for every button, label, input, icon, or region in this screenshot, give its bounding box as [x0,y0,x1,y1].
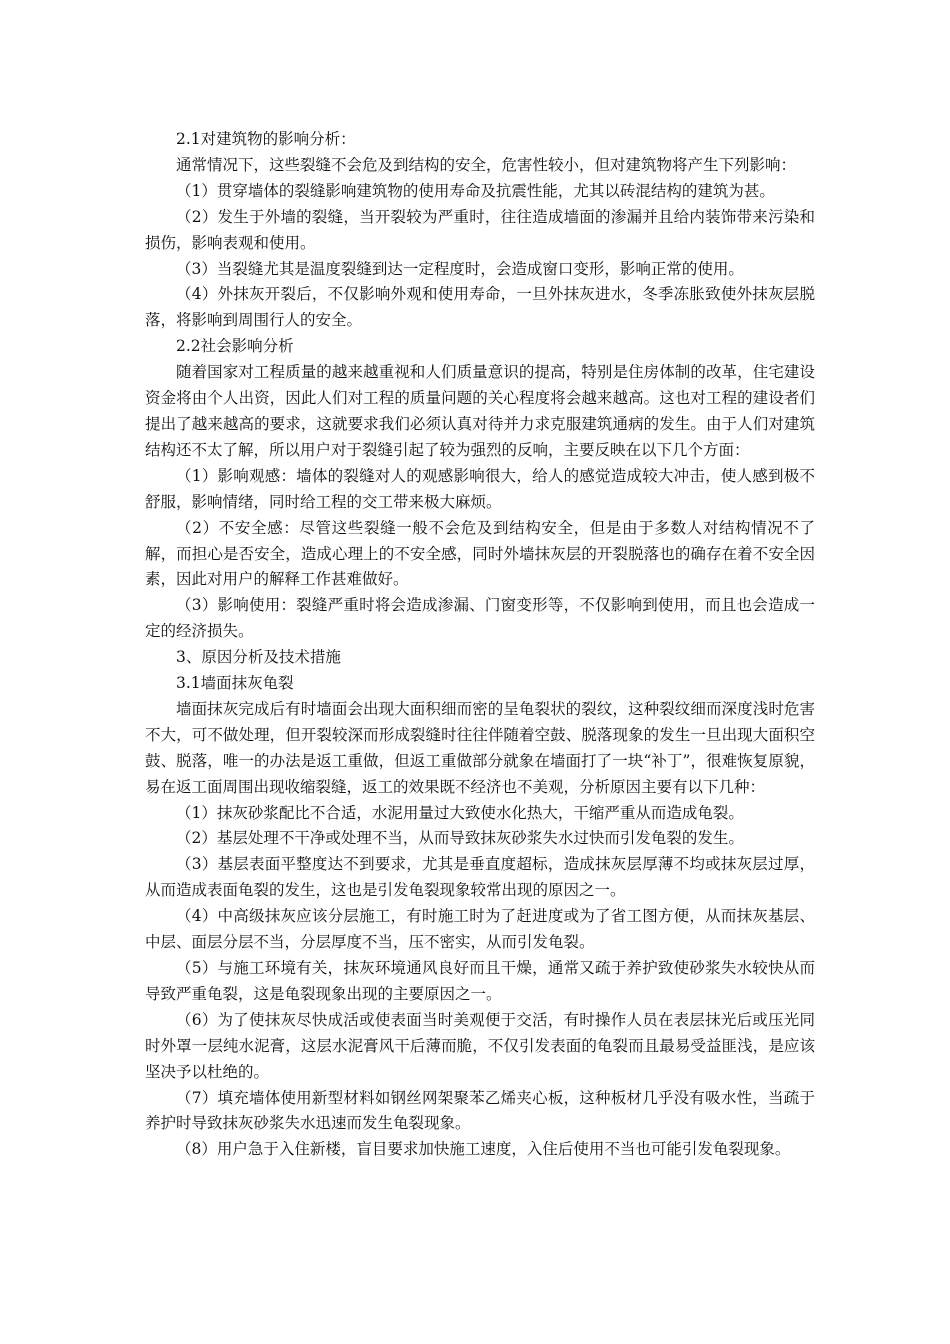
list-item: （3）基层表面平整度达不到要求，尤其是垂直度超标，造成抹灰层厚薄不均或抹灰层过厚，从而造成表面龟裂的发生，这也是引发龟裂现象较常出现的原因之一。 [145,855,815,900]
section-heading-3-1: 3.1墙面抹灰龟裂 [176,674,294,693]
list-item: （4）外抹灰开裂后，不仅影响外观和使用寿命，一旦外抹灰进水，冬季冻胀致使外抹灰层脱落，将影响到周围行人的安全。 [145,285,815,330]
list-item: （1）贯穿墙体的裂缝影响建筑物的使用寿命及抗震性能，尤其以砖混结构的建筑为甚。 [176,181,775,200]
list-item: （8）用户急于入住新楼，盲目要求加快施工速度，入住后使用不当也可能引发龟裂现象。 [176,1140,791,1159]
list-item: （3）影响使用：裂缝严重时将会造成渗漏、门窗变形等，不仅影响到使用，而且也会造成一定的经济损失。 [145,596,815,641]
paragraph: 随着国家对工程质量的越来越重视和人们质量意识的提高，特别是住房体制的改革，住宅建设资金将由个人出资，因此人们对工程的质量问题的关心程度将会越来越高。这也对工程的建设者们提出了越来越高的要求，这就要求我们必须认真对待并力求克服建筑通病的发生。由于人们对建筑结构还不太了解，所以用户对于裂缝引起了较为强烈的反响，主要反映在以下几个方面： [145,363,815,459]
list-item: （6）为了使抹灰尽快成活或使表面当时美观便于交活，有时操作人员在表层抹光后或压光同时外罩一层纯水泥膏，这层水泥膏风干后薄而脆，不仅引发表面的龟裂而且最易受益匪浅，是应该坚决予以杜绝的。 [145,1010,815,1081]
document-page [145,127,815,1163]
list-item: （5）与施工环境有关，抹灰环境通风良好而且干燥，通常又疏于养护致使砂浆失水较快从而导致严重龟裂，这是龟裂现象出现的主要原因之一。 [145,959,815,1003]
list-item: （1）影响观感：墙体的裂缝对人的观感影响很大，给人的感觉造成较大冲击，使人感到极不舒服，影响情绪，同时给工程的交工带来极大麻烦。 [145,466,815,511]
list-item: （3）当裂缝尤其是温度裂缝到达一定程度时，会造成窗口变形，影响正常的使用。 [176,259,744,278]
list-item: （2）发生于外墙的裂缝，当开裂较为严重时，往往造成墙面的渗漏并且给内装饰带来污染和损伤，影响表观和使用。 [145,207,815,252]
paragraph: 通常情况下，这些裂缝不会危及到结构的安全，危害性较小，但对建筑物将产生下列影响： [176,155,797,174]
list-item: （7）填充墙体使用新型材料如钢丝网架聚苯乙烯夹心板，这种板材几乎没有吸水性，当疏于养护时导致抹灰砂浆失水迅速而发生龟裂现象。 [145,1088,815,1133]
paragraph: 墙面抹灰完成后有时墙面会出现大面积细而密的呈龟裂状的裂纹，这种裂纹细而深度浅时危害不大，可不做处理，但开裂较深而形成裂缝时往往伴随着空鼓、脱落现象的发生一旦出现大面积空鼓、脱落，唯一的办法是返工重做，但返工重做部分就象在墙面打了一块“补丁”，很难恢复原貌，易在返工面周围出现收缩裂缝，返工的效果既不经济也不美观，分析原因主要有以下几种： [145,699,815,796]
list-item: （2）基层处理不干净或处理不当，从而导致抹灰砂浆失水过快而引发龟裂的发生。 [176,829,744,848]
list-item: （1）抹灰砂浆配比不合适，水泥用量过大致使水化热大，干缩严重从而造成龟裂。 [176,803,744,822]
section-heading-3: 3、原因分析及技术措施 [176,648,341,667]
list-item: （4）中高级抹灰应该分层施工，有时施工时为了赶进度或为了省工图方便，从而抹灰基层、中层、面层分层不当，分层厚度不当，压不密实，从而引发龟裂。 [145,907,815,952]
list-item: （2）不安全感：尽管这些裂缝一般不会危及到结构安全，但是由于多数人对结构情况不了解，而担心是否安全，造成心理上的不安全感，同时外墙抹灰层的开裂脱落也的确存在着不安全因素，因此对用户的解释工作甚难做好。 [145,518,815,589]
section-heading-2-1: 2.1对建筑物的影响分析： [176,130,356,148]
section-heading-2-2: 2.2社会影响分析 [176,337,294,356]
